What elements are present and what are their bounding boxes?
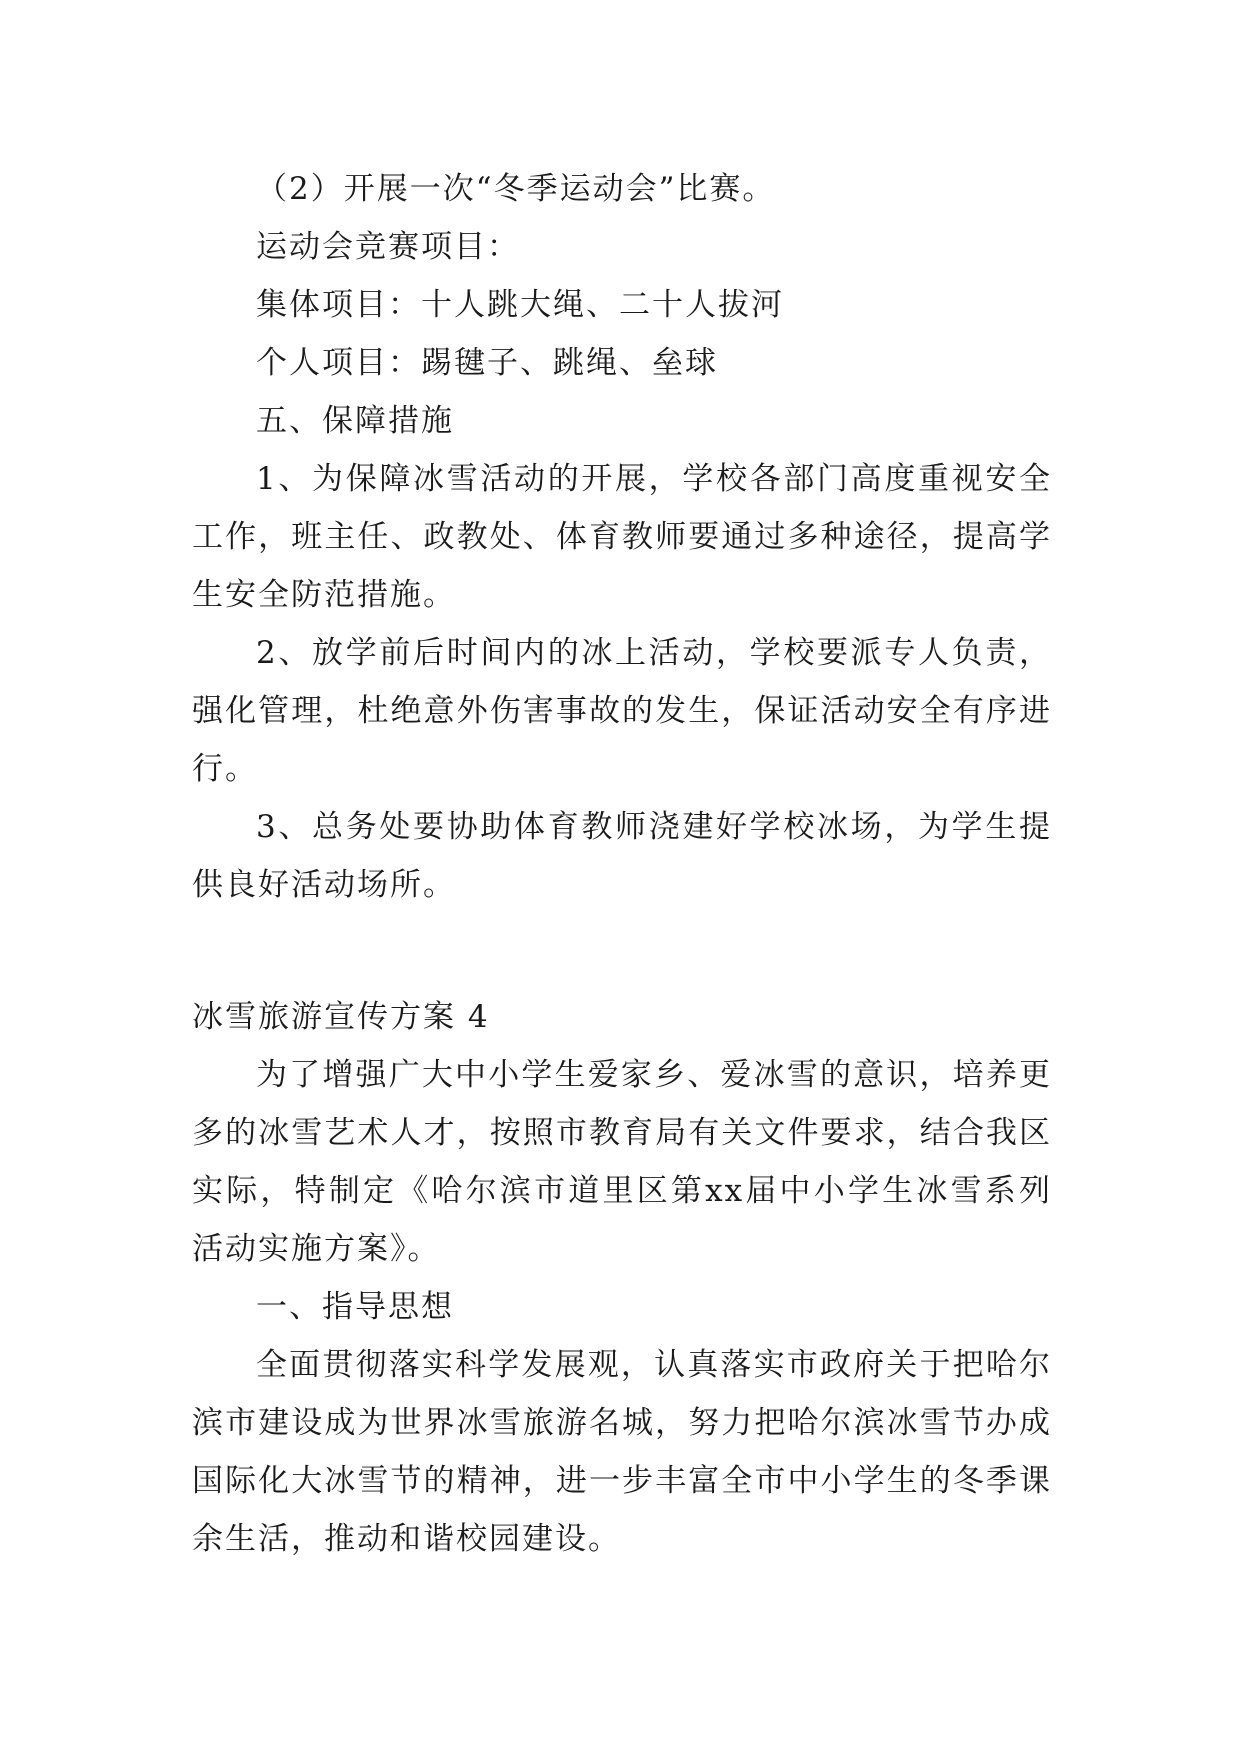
paragraph-guiding-ideology: 全面贯彻落实科学发展观，认真落实市政府关于把哈尔滨市建设成为世界冰雪旅游名城，努力把哈尔滨冰雪节办成国际化大冰雪节的精神，进一步丰富全市中小学生的冬季课余生活，推动和谐校园建设。 <box>192 1347 1052 1557</box>
paragraph-safeguard-1: 1、为保障冰雪活动的开展，学校各部门高度重视安全工作，班主任、政教处、体育教师要通过多种途径，提高学生安全防范措施。 <box>192 461 1052 613</box>
paragraph-individual-events: 个人项目：踢毽子、跳绳、垒球 <box>256 345 718 381</box>
heading-safeguards: 五、保障措施 <box>256 403 454 439</box>
paragraph-safeguard-3: 3、总务处要协助体育教师浇建好学校冰场，为学生提供良好活动场所。 <box>192 809 1052 903</box>
paragraph-sports-meet: （2）开展一次“冬季运动会”比赛。 <box>256 171 776 207</box>
paragraph-safeguard-2: 2、放学前后时间内的冰上活动，学校要派专人负责，强化管理，杜绝意外伤害事故的发生，保证活动安全有序进行。 <box>192 635 1052 787</box>
paragraph-intro: 为了增强广大中小学生爱家乡、爱冰雪的意识，培养更多的冰雪艺术人才，按照市教育局有关文件要求，结合我区实际，特制定《哈尔滨市道里区第xx届中小学生冰雪系列活动实施方案》。 <box>192 1057 1052 1267</box>
heading-guiding-ideology: 一、指导思想 <box>256 1289 454 1325</box>
section-title: 冰雪旅游宣传方案 4 <box>192 999 490 1035</box>
paragraph-team-events: 集体项目：十人跳大绳、二十人拔河 <box>256 287 784 323</box>
paragraph-events-heading: 运动会竞赛项目： <box>256 229 520 265</box>
document-body <box>192 160 1052 1568</box>
